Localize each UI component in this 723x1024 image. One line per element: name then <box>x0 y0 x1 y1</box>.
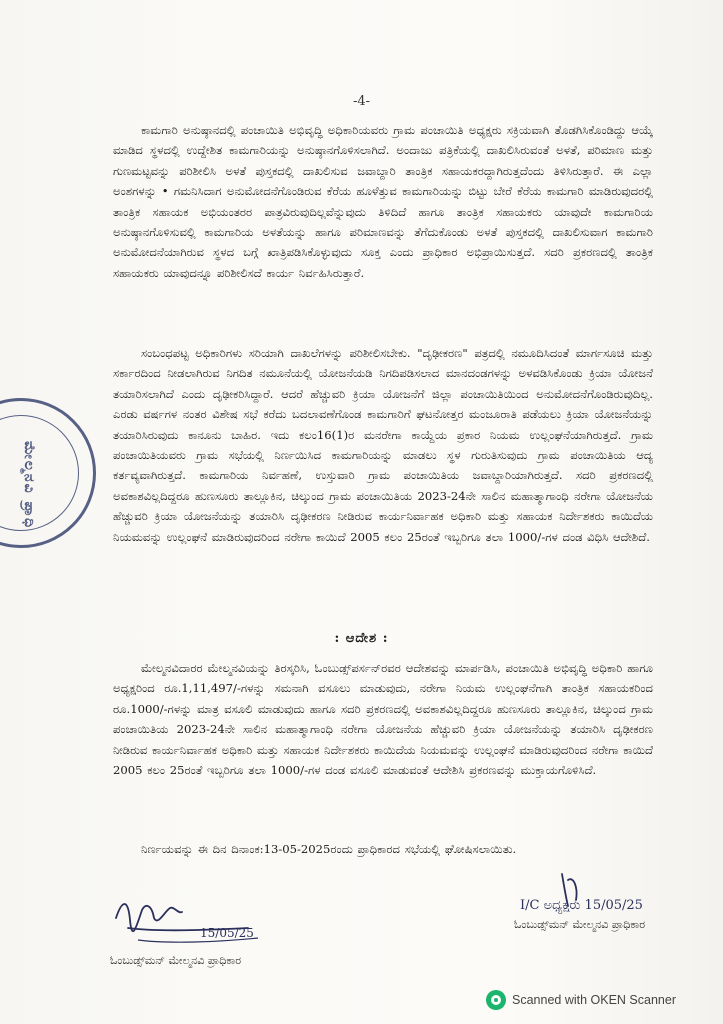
oken-scanner-icon <box>486 990 506 1010</box>
paragraph-3: ಮೇಲ್ಮನವಿದಾರರ ಮೇಲ್ಮನವಿಯನ್ನು ತಿರಸ್ಕರಿಸಿ, ಓಂಬುಡ್ಸ್‌ಪರ್ಸನ್‌ರವರ ಆದೇಶವನ್ನು ಮಾರ್ಪಡಿಸಿ, ಪಂಚಾಯಿತಿ ಅಭಿವೃದ್ಧಿ ಅಧಿಕಾರಿ ಹಾಗೂ ಅಧ್ಯಕ್ಷರಿಂದ ರೂ.1,11,497/-ಗಳನ್ನು ಸಮನಾಗಿ ವಸೂಲು ಮಾಡುವುದು, ನರೇಗಾ ನಿಯಮ ಉಲ್ಲಂಘನೆಗಾಗಿ ತಾಂತ್ರಿಕ ಸಹಾಯಕರಿಂದ ರೂ.1000/-ಗಳನ್ನು ಮಾತ್ರ ವಸೂಲಿ ಮಾಡುವುದು ಹಾಗೂ ಸದರಿ ಪ್ರಕರಣದಲ್ಲಿ ಅವಕಾಶವಿಲ್ಲದಿದ್ದರೂ ಹುಣಸೂರು ತಾಲ್ಲೂಕಿನ, ಚಿಲ್ಕುಂದ ಗ್ರಾಮ ಪಂಚಾಯಿತಿಯ 2023-24ನೇ ಸಾಲಿನ ಮಹಾತ್ಮಾಗಾಂಧಿ ನರೇಗಾ ಯೋಜನೆಯ ಹೆಚ್ಚುವರಿ ಕ್ರಿಯಾ ಯೋಜನೆಯನ್ನು ತಯಾರಿಸಿ ದೃಢೀಕರಣ ನೀಡಿರುವ ಕಾರ್ಯನಿರ್ವಾಹಕ ಅಧಿಕಾರಿ ಮತ್ತು ಸಹಾಯಕ ನಿರ್ದೇಶಕರು ಕಾಯಿದೆಯ ನಿಯಮವನ್ನು ಉಲ್ಲಂಘನೆ ಮಾಡಿರುವುದರಿಂದ ನರೇಗಾ ಕಾಯಿದೆ 2005 ಕಲಂ 25ರಂತೆ ಇಬ್ಬರಿಗೂ ತಲಾ 1000/-ಗಳ ದಂಡ ವಸೂಲಿ ಮಾಡುವಂತೆ ಆದೇಶಿಸಿ ಪ್ರಕರಣವನ್ನು ಮುಕ್ತಾಯಗೊಳಿಸಿದೆ. <box>113 661 653 778</box>
official-seal <box>0 398 96 548</box>
signature-left <box>108 888 278 978</box>
signature-left-date: 15/05/25 <box>200 926 254 940</box>
signature-right <box>504 866 704 956</box>
signature-right-designation: ಓಂಬುಡ್ಸ್‌ಮನ್ ಮೇಲ್ಮನವಿ ಪ್ರಾಧಿಕಾರ <box>514 918 646 931</box>
seal-text: ಮೇಲ್ಮನವಿ ಪ್ರಾಧಿ <box>21 441 37 530</box>
paragraph-2: ಸಂಬಂಧಪಟ್ಟ ಅಧಿಕಾರಿಗಳು ಸರಿಯಾಗಿ ದಾಖಲೆಗಳನ್ನು ಪರಿಶೀಲಿಸಬೇಕು. "ದೃಢೀಕರಣ" ಪತ್ರದಲ್ಲಿ ನಮೂದಿಸಿದಂತೆ ಮಾರ್ಗಸೂಚಿ ಮತ್ತು ಸರ್ಕಾರದಿಂದ ನೀಡಲಾಗಿರುವ ನಿಗದಿತ ನಮೂನೆಯಲ್ಲಿ ಯೋಜನೆಯಡಿ ನಿಗದಿಪಡಿಸಲಾದ ಮಾನದಂಡಗಳನ್ನು ಅಳವಡಿಸಿಕೊಂಡು ಕ್ರಿಯಾ ಯೋಜನೆ ತಯಾರಿಸಲಾಗಿದೆ ಎಂದು ದೃಢೀಕರಿಸಿದ್ದಾರೆ. ಆದರೆ ಹೆಚ್ಚುವರಿ ಕ್ರಿಯಾ ಯೋಜನೆಗೆ ಜಿಲ್ಲಾ ಪಂಚಾಯಿತಿಯಿಂದ ಅನುಮೋದನೆಗೊಂಡಿರುವುದಿಲ್ಲ. ಎರಡು ವರ್ಷಗಳ ನಂತರ ವಿಶೇಷ ಸಭೆ ಕರೆದು ಬದಲಾವಣೆಗೊಂಡ ಕಾಮಗಾರಿಗೆ ಘಟನೋತ್ತರ ಮಂಜೂರಾತಿ ಪಡೆಯಲು ಕ್ರಿಯಾ ಯೋಜನೆಯನ್ನು ತಯಾರಿಸಿರುವುದು ಕಾನೂನು ಬಾಹಿರ. ಇದು ಕಲಂ16(1)ರ ಮನರೇಗಾ ಕಾಯ್ದೆಯ ಪ್ರಕಾರ ನಿಯಮ ಉಲ್ಲಂಘನೆಯಾಗಿರುತ್ತದೆ. ಗ್ರಾಮ ಪಂಚಾಯಿತಿಯವರು ಗ್ರಾಮ ಸಭೆಯಲ್ಲಿ ನಿರ್ಣಯಿಸಿದ ಕಾಮಗಾರಿಯನ್ನು ಮಾಡಲು ಸ್ಥಳ ಗುರುತಿಸುವುದು ಗ್ರಾಮ ಪಂಚಾಯಿತಿಯ ಆದ್ಯ ಕರ್ತವ್ಯವಾಗಿರುತ್ತದೆ. ಕಾಮಗಾರಿಯ ನಿರ್ವಹಣೆ, ಉಸ್ತುವಾರಿ ಗ್ರಾಮ ಪಂಚಾಯಿತಿಯ ಜವಾಬ್ದಾರಿಯಾಗಿರುತ್ತದೆ. ಸದರಿ ಪ್ರಕರಣದಲ್ಲಿ ಅವಕಾಶವಿಲ್ಲದಿದ್ದರೂ ಹುಣಸೂರು ತಾಲ್ಲೂಕಿನ, ಚಿಲ್ಕುಂದ ಗ್ರಾಮ ಪಂಚಾಯಿತಿಯ 2023-24ನೇ ಸಾಲಿನ ಮಹಾತ್ಮಾಗಾಂಧಿ ನರೇಗಾ ಯೋಜನೆಯ ಹೆಚ್ಚುವರಿ ಕ್ರಿಯಾ ಯೋಜನೆಯನ್ನು ತಯಾರಿಸಿ ದೃಢೀಕರಣ ನೀಡಿರುವ ಕಾರ್ಯನಿರ್ವಾಹಕ ಅಧಿಕಾರಿ ಮತ್ತು ಸಹಾಯಕ ನಿರ್ದೇಶಕರು ಕಾಯಿದೆಯ ನಿಯಮವನ್ನು ಉಲ್ಲಂಘನೆ ಮಾಡಿರುವುದರಿಂದ ನರೇಗಾ ಕಾಯಿದೆ 2005 ಕಲಂ 25ರಂತೆ ಇಬ್ಬರಿಗೂ ತಲಾ 1000/-ಗಳ ದಂಡ ವಿಧಿಸಿ ಆದೇಶಿದೆ. <box>113 346 653 544</box>
scanner-label: Scanned with OKEN Scanner <box>512 993 676 1007</box>
signature-right-note: I/C ಅಧ್ಯಕ್ಷರು 15/05/25 <box>520 898 643 913</box>
paragraph-4: ನಿರ್ಣಯವನ್ನು ಈ ದಿನ ದಿನಾಂಕ:13-05-2025ರಂದು ಪ್ರಾಧಿಕಾರದ ಸಭೆಯಲ್ಲಿ ಘೋಷಿಸಲಾಯಿತು. <box>141 842 517 856</box>
page-number: -4- <box>352 94 371 109</box>
order-heading: : ಆದೇಶ : <box>334 631 389 646</box>
signature-left-designation: ಓಂಬುಡ್ಸ್‌ಮನ್ ಮೇಲ್ಮನವಿ ಪ್ರಾಧಿಕಾರ <box>110 954 242 967</box>
handwritten-signature-left <box>108 888 278 954</box>
paragraph-1: ಕಾಮಗಾರಿ ಅನುಷ್ಠಾನದಲ್ಲಿ ಪಂಚಾಯಿತಿ ಅಭಿವೃದ್ಧಿ ಅಧಿಕಾರಿಯವರು ಗ್ರಾಮ ಪಂಚಾಯಿತಿ ಅಧ್ಯಕ್ಷರು ಸಕ್ರಿಯವಾಗಿ ತೊಡಗಿಸಿಕೊಂಡಿದ್ದು ಆಯ್ಕೆ ಮಾಡಿದ ಸ್ಥಳದಲ್ಲಿ ಉದ್ದೇಶಿತ ಕಾಮಗಾರಿಯನ್ನು ಅನುಷ್ಠಾನಗೊಳಿಸಲಾಗಿದೆ. ಅಂದಾಜು ಪತ್ರಿಕೆಯಲ್ಲಿ ದಾಖಲಿಸಿರುವಂತೆ ಅಳತೆ, ಪರಿಮಾಣ ಮತ್ತು ಗುಣಮಟ್ಟವನ್ನು ಪರಿಶೀಲಿಸಿ ಅಳತೆ ಪುಸ್ತಕದಲ್ಲಿ ದಾಖಲಿಸುವ ಜವಾಬ್ದಾರಿ ತಾಂತ್ರಿಕ ಸಹಾಯಕರದ್ದಾಗಿರುತ್ತದೆಂದು ತಿಳಿಸಿರುತ್ತಾರೆ. ಈ ಎಲ್ಲಾ ಅಂಶಗಳನ್ನು • ಗಮನಿಸಿದಾಗ ಅನುಮೋದನೆಗೊಂಡಿರುವ ಕೆರೆಯ ಹೂಳೆತ್ತುವ ಕಾಮಗಾರಿಯನ್ನು ಬಿಟ್ಟು ಬೇರೆ ಕೆರೆಯ ಕಾಮಗಾರಿ ಮಾಡಿರುವುದರಲ್ಲಿ ತಾಂತ್ರಿಕ ಸಹಾಯಕ ಅಭಿಯಂತರರ ಪಾತ್ರವಿರುವುದಿಲ್ಲವೆನ್ನುವುದು ತಿಳಿದಿದೆ ಹಾಗೂ ತಾಂತ್ರಿಕ ಸಹಾಯಕರು ಯಾವುದೇ ಕಾಮಗಾರಿಯ ಅನುಷ್ಠಾನಗೊಳಿಸುವಲ್ಲಿ ಕಾಮಗಾರಿಯ ಅಳತೆಯನ್ನು ಹಾಗೂ ಪರಿಮಾಣವನ್ನು ತೆಗೆದುಕೊಂಡು ಅಳತೆ ಪುಸ್ತಕದಲ್ಲಿ ದಾಖಲಿಸುವಾಗ ಕಾಮಗಾರಿ ಅನುಮೋದನೆಯಾಗಿರುವ ಸ್ಥಳದ ಬಗ್ಗೆ ಖಾತ್ರಿಪಡಿಸಿಕೊಳ್ಳುವುದು ಸೂಕ್ತ ಎಂದು ಪ್ರಾಧಿಕಾರ ಅಭಿಪ್ರಾಯಿಸುತ್ತದೆ. ಸದರಿ ಪ್ರಕರಣದಲ್ಲಿ ತಾಂತ್ರಿಕ ಸಹಾಯಕರು ಯಾವುದನ್ನೂ ಪರಿಶೀಲಿಸದೆ ಕಾರ್ಯ ನಿರ್ವಹಿಸಿರುತ್ತಾರೆ. <box>113 123 653 280</box>
scanner-watermark <box>486 989 676 1011</box>
